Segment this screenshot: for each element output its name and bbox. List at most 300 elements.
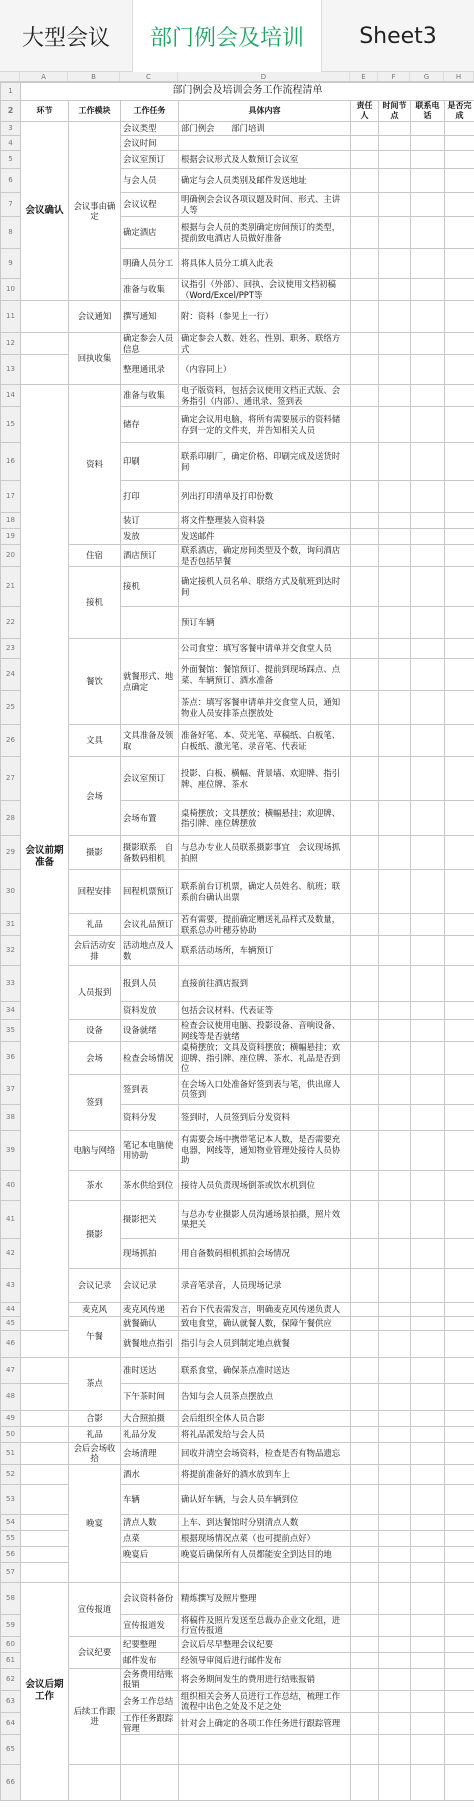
done-cell[interactable]: [445, 691, 474, 725]
task-cell[interactable]: 确定参会人员信息: [121, 333, 179, 355]
owner-cell[interactable]: [351, 1020, 379, 1042]
module-cell[interactable]: 设备: [69, 1020, 121, 1042]
module-cell[interactable]: 会议记录: [69, 1268, 121, 1302]
phone-cell[interactable]: [411, 1316, 445, 1330]
owner-cell[interactable]: [351, 1104, 379, 1130]
done-cell[interactable]: [445, 870, 474, 914]
task-cell[interactable]: [121, 607, 179, 639]
done-cell[interactable]: [445, 385, 474, 407]
row-number[interactable]: 27: [1, 757, 21, 801]
time-cell[interactable]: [379, 1130, 411, 1170]
module-cell[interactable]: 文具: [69, 725, 121, 757]
row-number[interactable]: 53: [1, 1484, 21, 1514]
time-cell[interactable]: [379, 529, 411, 545]
task-cell[interactable]: 撰写通知: [121, 301, 179, 333]
phone-cell[interactable]: [411, 870, 445, 914]
phone-cell[interactable]: [411, 1690, 445, 1712]
owner-cell[interactable]: [351, 355, 379, 385]
task-cell[interactable]: 活动地点及人数: [121, 936, 179, 966]
owner-cell[interactable]: [351, 659, 379, 691]
time-cell[interactable]: [379, 1464, 411, 1484]
phase-cell[interactable]: [21, 1330, 69, 1357]
done-cell[interactable]: [445, 1690, 474, 1712]
phase-cell[interactable]: [21, 1562, 69, 1582]
phase-cell[interactable]: 会议后期工作: [21, 1582, 69, 1800]
phone-cell[interactable]: [411, 169, 445, 193]
time-cell[interactable]: [379, 151, 411, 169]
header-phase[interactable]: 环节: [21, 101, 69, 122]
content-cell[interactable]: 确定会议用电脑，将所有需要展示的资料储存到一定的文件夹，并告知相关人员: [179, 407, 351, 443]
time-cell[interactable]: [379, 1330, 411, 1357]
owner-cell[interactable]: [351, 1330, 379, 1357]
content-cell[interactable]: 直接前往酒店报到: [179, 966, 351, 1002]
module-cell[interactable]: 后续工作跟进: [69, 1668, 121, 1764]
owner-cell[interactable]: [351, 1652, 379, 1668]
owner-cell[interactable]: [351, 1238, 379, 1268]
column-letter[interactable]: A: [20, 72, 68, 81]
content-cell[interactable]: 若有需要，提前确定赠送礼品样式及数量，联系总办叶穗芬协助: [179, 914, 351, 936]
row-number[interactable]: 18: [1, 513, 21, 529]
time-cell[interactable]: [379, 691, 411, 725]
task-cell[interactable]: 资料分发: [121, 1104, 179, 1130]
task-cell[interactable]: 设备就绪: [121, 1020, 179, 1042]
row-number[interactable]: 44: [1, 1302, 21, 1316]
phone-cell[interactable]: [411, 1734, 445, 1764]
sheet-tab-dept-meeting[interactable]: 部门例会及培训: [132, 0, 322, 72]
time-cell[interactable]: [379, 279, 411, 301]
content-cell[interactable]: 回收并清空会场资料，检查是否有物品遗忘: [179, 1442, 351, 1464]
owner-cell[interactable]: [351, 407, 379, 443]
phone-cell[interactable]: [411, 301, 445, 333]
module-cell[interactable]: 茶水: [69, 1170, 121, 1200]
row-number[interactable]: 28: [1, 801, 21, 836]
done-cell[interactable]: [445, 801, 474, 836]
row-number[interactable]: 49: [1, 1410, 21, 1426]
row-number[interactable]: 25: [1, 691, 21, 725]
done-cell[interactable]: [445, 545, 474, 567]
content-cell[interactable]: 根据会议形式及人数预订会议室: [179, 151, 351, 169]
time-cell[interactable]: [379, 1074, 411, 1104]
module-cell[interactable]: 午餐: [69, 1316, 121, 1357]
phone-cell[interactable]: [411, 1130, 445, 1170]
module-cell[interactable]: 会议通知: [69, 301, 121, 333]
time-cell[interactable]: [379, 1426, 411, 1442]
done-cell[interactable]: [445, 279, 474, 301]
task-cell[interactable]: 确定酒店: [121, 217, 179, 249]
content-cell[interactable]: 桌椅摆放；文具摆放；横幅悬挂；欢迎牌、指引牌、座位牌摆放: [179, 801, 351, 836]
phase-cell[interactable]: 会议确认: [21, 122, 69, 301]
task-cell[interactable]: 大合照拍摄: [121, 1410, 179, 1426]
phone-cell[interactable]: [411, 1514, 445, 1530]
module-cell[interactable]: 宣传报道: [69, 1582, 121, 1636]
owner-cell[interactable]: [351, 1530, 379, 1546]
task-cell[interactable]: 回程机票预订: [121, 870, 179, 914]
owner-cell[interactable]: [351, 217, 379, 249]
content-cell[interactable]: 确定接机人员名单、联络方式及航班到达时间: [179, 567, 351, 607]
content-cell[interactable]: 联系前台订机票，确定人员姓名、航班；联系前台确认出票: [179, 870, 351, 914]
time-cell[interactable]: [379, 1357, 411, 1383]
content-cell[interactable]: 部门例会 部门培训: [179, 122, 351, 136]
content-cell[interactable]: 将稿件及照片发送至总裁办企业文化组，进行宣传报道: [179, 1614, 351, 1636]
done-cell[interactable]: [445, 151, 474, 169]
time-cell[interactable]: [379, 639, 411, 659]
module-cell[interactable]: 电脑与网络: [69, 1130, 121, 1170]
done-cell[interactable]: [445, 1668, 474, 1690]
row-number[interactable]: 9: [1, 249, 21, 279]
owner-cell[interactable]: [351, 1357, 379, 1383]
column-letter[interactable]: B: [68, 72, 120, 81]
task-cell[interactable]: 发放: [121, 529, 179, 545]
owner-cell[interactable]: [351, 1170, 379, 1200]
content-cell[interactable]: 在会场入口处准备好签到表与笔，供出席人员签到: [179, 1074, 351, 1104]
content-cell[interactable]: 晚宴后确保所有人员都能安全到达目的地: [179, 1546, 351, 1562]
done-cell[interactable]: [445, 355, 474, 385]
content-cell[interactable]: 桌椅摆放；文具及资料摆放；横幅悬挂；欢迎牌、指引牌、座位牌、茶水、礼品是否到位: [179, 1042, 351, 1075]
done-cell[interactable]: [445, 1042, 474, 1075]
sheet-title[interactable]: 部门例会及培训会务工作流程清单: [21, 83, 474, 101]
module-cell[interactable]: 礼品: [69, 1426, 121, 1442]
phase-cell[interactable]: [21, 1514, 69, 1530]
phone-cell[interactable]: [411, 1020, 445, 1042]
task-cell[interactable]: 纪要整理: [121, 1636, 179, 1652]
phone-cell[interactable]: [411, 1582, 445, 1614]
module-cell[interactable]: 回程安排: [69, 870, 121, 914]
time-cell[interactable]: [379, 966, 411, 1002]
time-cell[interactable]: [379, 1170, 411, 1200]
row-number[interactable]: 29: [1, 836, 21, 870]
owner-cell[interactable]: [351, 1316, 379, 1330]
content-cell[interactable]: 上车、到达餐馆时分别清点人数: [179, 1514, 351, 1530]
header-task[interactable]: 工作任务: [121, 101, 179, 122]
task-cell[interactable]: 就餐地点指引: [121, 1330, 179, 1357]
owner-cell[interactable]: [351, 725, 379, 757]
time-cell[interactable]: [379, 870, 411, 914]
column-letter[interactable]: E: [350, 72, 378, 81]
time-cell[interactable]: [379, 1268, 411, 1302]
owner-cell[interactable]: [351, 966, 379, 1002]
corner-cell[interactable]: [0, 72, 20, 81]
row-number[interactable]: 45: [1, 1316, 21, 1330]
row-number[interactable]: 37: [1, 1074, 21, 1104]
task-cell[interactable]: 与会人员: [121, 169, 179, 193]
phone-cell[interactable]: [411, 1636, 445, 1652]
task-cell[interactable]: 会议室预订: [121, 151, 179, 169]
done-cell[interactable]: [445, 966, 474, 1002]
owner-cell[interactable]: [351, 481, 379, 513]
time-cell[interactable]: [379, 481, 411, 513]
phase-cell[interactable]: 会议前期准备: [21, 385, 69, 1331]
phone-cell[interactable]: [411, 1562, 445, 1582]
spreadsheet-grid[interactable]: [0, 82, 474, 1807]
done-cell[interactable]: [445, 639, 474, 659]
row-number[interactable]: 52: [1, 1464, 21, 1484]
row-number[interactable]: 57: [1, 1562, 21, 1582]
done-cell[interactable]: [445, 301, 474, 333]
content-cell[interactable]: 电子版资料，包括会议使用文档正式版、会务指引（内部）、通讯录、签到表: [179, 385, 351, 407]
phase-cell[interactable]: [21, 333, 69, 355]
owner-cell[interactable]: [351, 801, 379, 836]
task-cell[interactable]: 签到表: [121, 1074, 179, 1104]
row-number[interactable]: 40: [1, 1170, 21, 1200]
row-number[interactable]: 32: [1, 936, 21, 966]
content-cell[interactable]: 组织相关会务人员进行工作总结，梳理工作流程中出色之处及不足之处: [179, 1690, 351, 1712]
row-number[interactable]: 12: [1, 333, 21, 355]
task-cell[interactable]: 印刷: [121, 443, 179, 481]
owner-cell[interactable]: [351, 1442, 379, 1464]
time-cell[interactable]: [379, 1042, 411, 1075]
task-cell[interactable]: 现场抓拍: [121, 1238, 179, 1268]
phone-cell[interactable]: [411, 1410, 445, 1426]
content-cell[interactable]: 将提前准备好的酒水放到车上: [179, 1464, 351, 1484]
time-cell[interactable]: [379, 757, 411, 801]
column-letter[interactable]: D: [178, 72, 350, 81]
done-cell[interactable]: [445, 1652, 474, 1668]
row-number[interactable]: 35: [1, 1020, 21, 1042]
row-number[interactable]: 24: [1, 659, 21, 691]
done-cell[interactable]: [445, 659, 474, 691]
row-number[interactable]: 51: [1, 1442, 21, 1464]
owner-cell[interactable]: [351, 1562, 379, 1582]
time-cell[interactable]: [379, 1562, 411, 1582]
phone-cell[interactable]: [411, 1652, 445, 1668]
task-cell[interactable]: 邮件发布: [121, 1652, 179, 1668]
phase-cell[interactable]: [21, 1442, 69, 1464]
phone-cell[interactable]: [411, 1546, 445, 1562]
done-cell[interactable]: [445, 333, 474, 355]
time-cell[interactable]: [379, 1104, 411, 1130]
time-cell[interactable]: [379, 1712, 411, 1734]
content-cell[interactable]: 会议后尽早整理会议纪要: [179, 1636, 351, 1652]
done-cell[interactable]: [445, 193, 474, 217]
time-cell[interactable]: [379, 1734, 411, 1764]
done-cell[interactable]: [445, 1514, 474, 1530]
phone-cell[interactable]: [411, 914, 445, 936]
phase-cell[interactable]: [21, 1383, 69, 1410]
phase-cell[interactable]: [21, 1357, 69, 1383]
row-number[interactable]: 11: [1, 301, 21, 333]
content-cell[interactable]: 将具体人员分工填入此表: [179, 249, 351, 279]
content-cell[interactable]: 有需要会场中携带笔记本人数，是否需要充电器，网线等，通知物业管理处接待人员协助: [179, 1130, 351, 1170]
column-letter[interactable]: F: [378, 72, 410, 81]
phase-cell[interactable]: [21, 1464, 69, 1484]
row-number[interactable]: 7: [1, 193, 21, 217]
phone-cell[interactable]: [411, 1002, 445, 1020]
task-cell[interactable]: 会场清理: [121, 1442, 179, 1464]
content-cell[interactable]: 会后组织全体人员合影: [179, 1410, 351, 1426]
module-cell[interactable]: 会议事由确定: [69, 122, 121, 301]
row-number[interactable]: 8: [1, 217, 21, 249]
time-cell[interactable]: [379, 914, 411, 936]
owner-cell[interactable]: [351, 1712, 379, 1734]
time-cell[interactable]: [379, 1316, 411, 1330]
done-cell[interactable]: [445, 1074, 474, 1104]
task-cell[interactable]: 摄影联系 自备数码相机: [121, 836, 179, 870]
row-number[interactable]: 54: [1, 1514, 21, 1530]
row-number[interactable]: 62: [1, 1668, 21, 1690]
task-cell[interactable]: 酒店预订: [121, 545, 179, 567]
time-cell[interactable]: [379, 1652, 411, 1668]
task-cell[interactable]: 报到人员: [121, 966, 179, 1002]
done-cell[interactable]: [445, 1582, 474, 1614]
done-cell[interactable]: [445, 1442, 474, 1464]
phone-cell[interactable]: [411, 691, 445, 725]
owner-cell[interactable]: [351, 1200, 379, 1238]
phone-cell[interactable]: [411, 355, 445, 385]
content-cell[interactable]: [179, 1562, 351, 1582]
owner-cell[interactable]: [351, 1734, 379, 1764]
phone-cell[interactable]: [411, 443, 445, 481]
row-number[interactable]: 22: [1, 607, 21, 639]
task-cell[interactable]: 下午茶时间: [121, 1383, 179, 1410]
row-number[interactable]: 58: [1, 1582, 21, 1614]
module-cell[interactable]: 会场: [69, 1042, 121, 1075]
owner-cell[interactable]: [351, 169, 379, 193]
owner-cell[interactable]: [351, 1302, 379, 1316]
done-cell[interactable]: [445, 914, 474, 936]
column-letter[interactable]: H: [444, 72, 474, 81]
owner-cell[interactable]: [351, 639, 379, 659]
time-cell[interactable]: [379, 659, 411, 691]
time-cell[interactable]: [379, 1546, 411, 1562]
task-cell[interactable]: 酒水: [121, 1464, 179, 1484]
row-number[interactable]: 1: [1, 83, 21, 101]
phone-cell[interactable]: [411, 1268, 445, 1302]
done-cell[interactable]: [445, 122, 474, 136]
task-cell[interactable]: 明确人员分工: [121, 249, 179, 279]
done-cell[interactable]: [445, 443, 474, 481]
done-cell[interactable]: [445, 1764, 474, 1800]
owner-cell[interactable]: [351, 1546, 379, 1562]
content-cell[interactable]: 若台下代表需发言，明确麦克风传递负责人: [179, 1302, 351, 1316]
content-cell[interactable]: 将会务期间发生的费用进行结账报销: [179, 1668, 351, 1690]
task-cell[interactable]: 礼品分发: [121, 1426, 179, 1442]
time-cell[interactable]: [379, 169, 411, 193]
module-cell[interactable]: 茶点: [69, 1357, 121, 1410]
phone-cell[interactable]: [411, 639, 445, 659]
owner-cell[interactable]: [351, 1426, 379, 1442]
task-cell[interactable]: 茶水供给到位: [121, 1170, 179, 1200]
time-cell[interactable]: [379, 1383, 411, 1410]
phone-cell[interactable]: [411, 1530, 445, 1546]
phase-cell[interactable]: [21, 1546, 69, 1562]
owner-cell[interactable]: [351, 1268, 379, 1302]
owner-cell[interactable]: [351, 1764, 379, 1800]
task-cell[interactable]: 资料发放: [121, 1002, 179, 1020]
module-cell[interactable]: 会后活动安排: [69, 936, 121, 966]
phone-cell[interactable]: [411, 1712, 445, 1734]
content-cell[interactable]: 联系活动场所，车辆预订: [179, 936, 351, 966]
task-cell[interactable]: 车辆: [121, 1484, 179, 1514]
time-cell[interactable]: [379, 1484, 411, 1514]
owner-cell[interactable]: [351, 1042, 379, 1075]
task-cell[interactable]: [121, 1734, 179, 1764]
owner-cell[interactable]: [351, 757, 379, 801]
row-number[interactable]: 23: [1, 639, 21, 659]
done-cell[interactable]: [445, 1546, 474, 1562]
done-cell[interactable]: [445, 1268, 474, 1302]
phone-cell[interactable]: [411, 1464, 445, 1484]
phase-cell[interactable]: [21, 355, 69, 385]
owner-cell[interactable]: [351, 1582, 379, 1614]
content-cell[interactable]: 签到时，人员签到后分发资料: [179, 1104, 351, 1130]
time-cell[interactable]: [379, 1582, 411, 1614]
module-cell[interactable]: 礼品: [69, 914, 121, 936]
owner-cell[interactable]: [351, 1514, 379, 1530]
row-number[interactable]: 15: [1, 407, 21, 443]
content-cell[interactable]: 列出打印清单及打印份数: [179, 481, 351, 513]
task-cell[interactable]: 会议室预订: [121, 757, 179, 801]
phone-cell[interactable]: [411, 1170, 445, 1200]
owner-cell[interactable]: [351, 914, 379, 936]
module-cell[interactable]: 会后会场收拾: [69, 1442, 121, 1464]
done-cell[interactable]: [445, 1383, 474, 1410]
time-cell[interactable]: [379, 513, 411, 529]
phone-cell[interactable]: [411, 801, 445, 836]
module-cell[interactable]: [69, 1764, 121, 1800]
owner-cell[interactable]: [351, 301, 379, 333]
owner-cell[interactable]: [351, 607, 379, 639]
time-cell[interactable]: [379, 936, 411, 966]
phone-cell[interactable]: [411, 279, 445, 301]
owner-cell[interactable]: [351, 443, 379, 481]
done-cell[interactable]: [445, 1002, 474, 1020]
task-cell[interactable]: 工作任务跟踪管理: [121, 1712, 179, 1734]
header-time[interactable]: 时间节点: [379, 101, 411, 122]
done-cell[interactable]: [445, 936, 474, 966]
phone-cell[interactable]: [411, 757, 445, 801]
owner-cell[interactable]: [351, 1484, 379, 1514]
phone-cell[interactable]: [411, 1074, 445, 1104]
task-cell[interactable]: [121, 1562, 179, 1582]
content-cell[interactable]: 联系印刷厂，确定价格、印刷完成及送货时间: [179, 443, 351, 481]
task-cell[interactable]: 会议礼品预订: [121, 914, 179, 936]
content-cell[interactable]: 根据现场情况点菜（也可提前点好）: [179, 1530, 351, 1546]
time-cell[interactable]: [379, 355, 411, 385]
owner-cell[interactable]: [351, 870, 379, 914]
content-cell[interactable]: 经领导审阅后进行邮件发布: [179, 1652, 351, 1668]
owner-cell[interactable]: [351, 333, 379, 355]
owner-cell[interactable]: [351, 151, 379, 169]
phone-cell[interactable]: [411, 1426, 445, 1442]
done-cell[interactable]: [445, 1020, 474, 1042]
phone-cell[interactable]: [411, 1383, 445, 1410]
phone-cell[interactable]: [411, 659, 445, 691]
content-cell[interactable]: [179, 136, 351, 151]
row-number[interactable]: 41: [1, 1200, 21, 1238]
owner-cell[interactable]: [351, 385, 379, 407]
time-cell[interactable]: [379, 1302, 411, 1316]
phone-cell[interactable]: [411, 966, 445, 1002]
row-number[interactable]: 5: [1, 151, 21, 169]
phone-cell[interactable]: [411, 529, 445, 545]
module-cell[interactable]: 摄影: [69, 836, 121, 870]
row-number[interactable]: 42: [1, 1238, 21, 1268]
task-cell[interactable]: 会议类型: [121, 122, 179, 136]
task-cell[interactable]: 晚宴后: [121, 1546, 179, 1562]
done-cell[interactable]: [445, 1410, 474, 1426]
content-cell[interactable]: 针对会上确定的各项工作任务进行跟踪管理: [179, 1712, 351, 1734]
phone-cell[interactable]: [411, 1668, 445, 1690]
task-cell[interactable]: 会议议程: [121, 193, 179, 217]
task-cell[interactable]: 接机: [121, 567, 179, 607]
task-cell[interactable]: 会议资料备份: [121, 1582, 179, 1614]
header-owner[interactable]: 责任人: [351, 101, 379, 122]
row-number[interactable]: 31: [1, 914, 21, 936]
time-cell[interactable]: [379, 607, 411, 639]
content-cell[interactable]: 致电食堂，确认就餐人数，保障午餐供应: [179, 1316, 351, 1330]
phone-cell[interactable]: [411, 136, 445, 151]
phone-cell[interactable]: [411, 1764, 445, 1800]
